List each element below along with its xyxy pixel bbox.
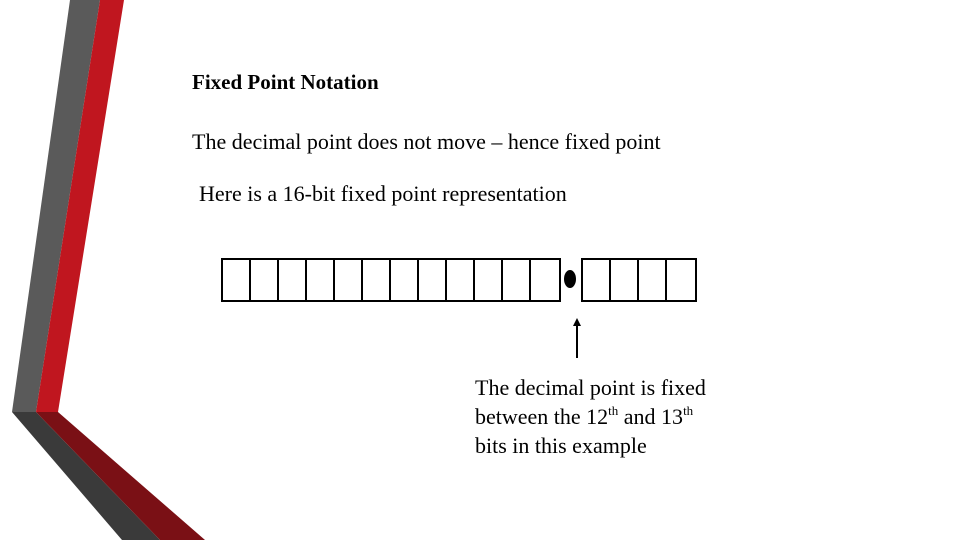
bit-cell <box>475 260 503 300</box>
bit-cell <box>611 260 639 300</box>
bit-cell <box>531 260 559 300</box>
caption-superscript-2: th <box>683 403 694 418</box>
bit-cell <box>447 260 475 300</box>
bit-cell <box>279 260 307 300</box>
caption-superscript-1: th <box>608 403 619 418</box>
bit-cell <box>419 260 447 300</box>
bit-cell <box>583 260 611 300</box>
bit-cell <box>251 260 279 300</box>
slide-title: Fixed Point Notation <box>192 70 379 94</box>
bit-cell <box>639 260 667 300</box>
body-text-line-1: The decimal point does not move – hence fixed point <box>192 129 661 154</box>
caption-line-2-text: between the 12 <box>475 404 609 429</box>
bit-cell <box>335 260 363 300</box>
lower-gray-stripe-shape <box>12 412 160 540</box>
body-text-line-2: Here is a 16-bit fixed point representation <box>199 181 567 206</box>
fraction-bits-box <box>581 258 697 302</box>
bit-cell <box>307 260 335 300</box>
arrow-caption <box>475 373 706 460</box>
bit-cell <box>223 260 251 300</box>
bit-cell <box>667 260 695 300</box>
up-arrow-icon <box>569 318 585 358</box>
bit-cell <box>363 260 391 300</box>
decimal-point-dot <box>564 270 576 288</box>
caption-line-3: bits in this example <box>475 433 647 458</box>
caption-line-2-text-b: and 13 <box>618 404 684 429</box>
bit-cell <box>391 260 419 300</box>
integer-bits-box <box>221 258 561 302</box>
caption-line-1: The decimal point is fixed <box>475 375 706 400</box>
bit-cell <box>503 260 531 300</box>
